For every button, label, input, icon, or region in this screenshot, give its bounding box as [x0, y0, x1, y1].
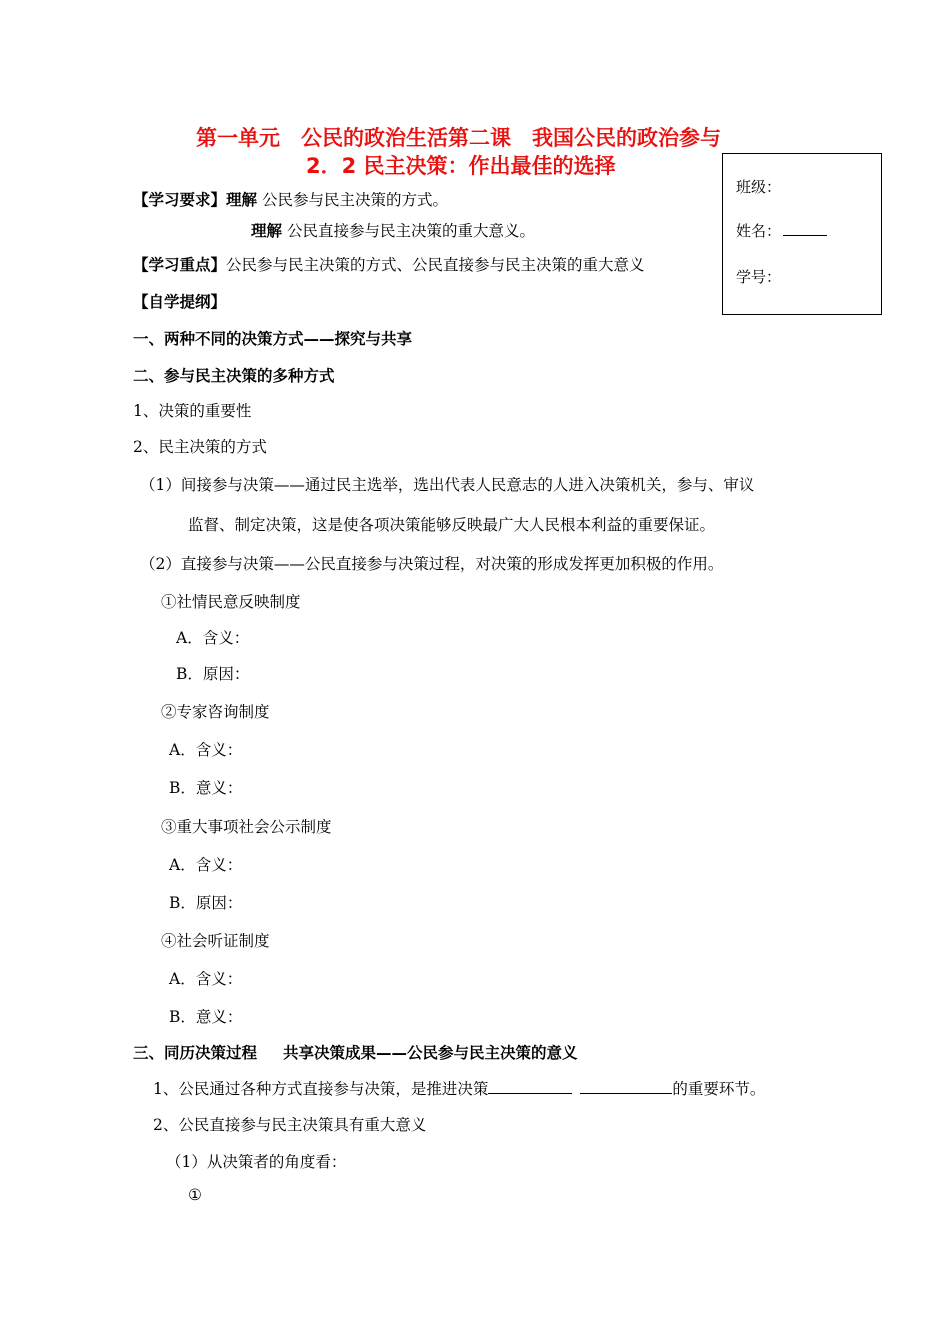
- system-2-name: ②专家咨询制度: [161, 703, 270, 721]
- name-field: [736, 220, 827, 241]
- name-blank: [783, 221, 827, 236]
- system-1-name: ①社情民意反映制度: [161, 593, 301, 611]
- requirement-text: 公民参与民主决策的方式。: [261, 191, 448, 209]
- section-3-heading: [133, 1041, 578, 1063]
- key-points-label: 【学习重点】: [133, 256, 227, 274]
- system-3-b: B．原因：: [169, 894, 243, 912]
- requirements-label: 【学习要求】: [133, 191, 227, 209]
- direct-decision-line: （2）直接参与决策——公民直接参与决策过程，对决策的形成发挥更加积极的作用。: [140, 555, 724, 573]
- title-line-2: 2．2 民主决策：作出最佳的选择: [306, 154, 616, 178]
- outline-label: 【自学提纲】: [133, 293, 227, 311]
- indirect-decision-line-1: （1）间接参与决策——通过民主选举，选出代表人民意志的人进入决策机关，参与、审议: [140, 476, 755, 494]
- requirements-row-2: [251, 219, 535, 241]
- student-info-box: [722, 153, 882, 315]
- requirement-verb: 理解: [226, 191, 258, 209]
- class-label: 班级：: [736, 178, 782, 196]
- section-2-item-2: 2、民主决策的方式: [133, 438, 267, 456]
- system-2-a: A．含义：: [169, 741, 243, 759]
- title-line-1: 第一单元 公民的政治生活第二课 我国公民的政治参与: [196, 126, 721, 150]
- section-3-heading-b: 共享决策成果——公民参与民主决策的意义: [283, 1044, 578, 1062]
- key-points-row: [133, 253, 645, 275]
- system-1-b: B．原因：: [176, 665, 250, 683]
- system-3-name: ③重大事项社会公示制度: [161, 818, 332, 836]
- requirement-text: 公民直接参与民主决策的重大意义。: [286, 222, 535, 240]
- indirect-decision-line-2: 监督、制定决策，这是使各项决策能够反映最广大人民根本利益的重要保证。: [188, 516, 716, 534]
- system-4-name: ④社会听证制度: [161, 932, 270, 950]
- section-3-circle-1: ①: [188, 1186, 202, 1204]
- section-2-heading: 二、参与民主决策的多种方式: [133, 367, 335, 385]
- system-2-b: B．意义：: [169, 779, 243, 797]
- section-3-item-2: 2、公民直接参与民主决策具有重大意义: [153, 1116, 427, 1134]
- id-label: 学号：: [736, 268, 782, 286]
- system-3-a: A．含义：: [169, 856, 243, 874]
- fill-blank-1: [488, 1079, 572, 1094]
- section-3-heading-a: 三、同历决策过程: [133, 1044, 258, 1062]
- section-2-item-1: 1、决策的重要性: [133, 402, 252, 420]
- requirement-verb: 理解: [251, 222, 283, 240]
- fill-blank-2: [580, 1079, 672, 1094]
- system-4-a: A．含义：: [169, 970, 243, 988]
- section-3-item-1-pre: 1、公民通过各种方式直接参与决策，是推进决策: [153, 1080, 489, 1098]
- section-3-item-1-post: 的重要环节。: [672, 1080, 766, 1098]
- system-1-a: A．含义：: [176, 629, 250, 647]
- name-label: 姓名：: [736, 222, 782, 240]
- section-3-item-1: [153, 1077, 765, 1099]
- key-points-text: 公民参与民主决策的方式、公民直接参与民主决策的重大意义: [226, 256, 645, 274]
- requirements-row-1: [133, 188, 448, 210]
- section-1-heading: 一、两种不同的决策方式——探究与共享: [133, 330, 413, 348]
- section-3-sub-1: （1）从决策者的角度看：: [166, 1153, 347, 1171]
- system-4-b: B．意义：: [169, 1008, 243, 1026]
